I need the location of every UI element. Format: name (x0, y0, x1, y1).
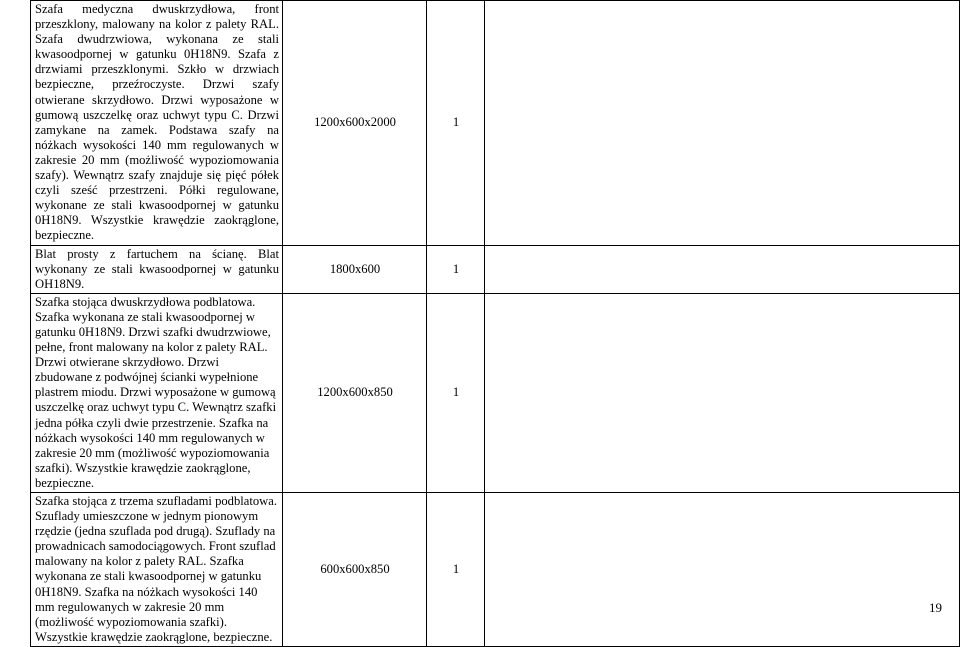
description-cell (31, 1, 283, 246)
specification-table (30, 0, 960, 647)
dimensions-cell: 600x600x850 (283, 493, 427, 647)
table-row (31, 1, 960, 246)
quantity-cell: 1 (427, 245, 485, 293)
quantity-cell: 1 (427, 493, 485, 647)
table-row (31, 293, 960, 492)
description-cell (31, 493, 283, 647)
item-description: Szafka stojąca z trzema szufladami podblatowa. Szuflady umieszczone w jednym pionowym rzędzie (jedna szuflada pod drugą). Szuflady na prowadnicach samodociągowych. Front szuflad malowany na kolor z palety RAL. Szafka wykonana ze stali kwasoodpornej w gatunku 0H18N9. Szafka na nóżkach wysokości 140 mm regulowanych w zakresie 20 mm (możliwość wypoziomowania szafki). Wszystkie krawędzie zaokrąglone, bezpieczne. (35, 494, 277, 644)
dimensions-cell: 1200x600x2000 (283, 1, 427, 246)
item-description: Szafka stojąca dwuskrzydłowa podblatowa. Szafka wykonana ze stali kwasoodpornej w gatunku 0H18N9. Drzwi szafki dwudrzwiowe, pełne, front malowany na kolor z palety RAL. Drzwi otwierane skrzydłowo. Drzwi zbudowane z podwójnej ścianki wypełnione plastrem miodu. Drzwi wyposażone w gumową uszczelkę oraz uchwyt typu C. Wewnątrz szafki jedna półka czyli dwie przestrzenie. Szafka na nóżkach wysokości 140 mm regulowanych w zakresie 20 mm (możliwość wypoziomowania szafki). Wszystkie krawędzie zaokrąglone, bezpieczne. (35, 294, 277, 490)
empty-cell (485, 493, 960, 647)
empty-cell (485, 293, 960, 492)
page-number: 19 (929, 600, 942, 615)
item-description: Szafa medyczna dwuskrzydłowa, front przeszklony, malowany na kolor z palety RAL. Szafa dwudrzwiowa, wykonana ze stali kwasoodpornej w gatunku 0H18N9. Szafa z drzwiami przeszklonymi. Szkło w drzwiach bezpieczne, przeźroczyste. Drzwi szafy otwierane skrzydłowo. Drzwi wyposażone w gumową uszczelkę oraz uchwyt typu C. Drzwi zamykane na zamek. Podstawa szafy na nóżkach wysokości 140 mm regulowanych w zakresie 20 mm (możliwość wypoziomowania szafy). Wewnątrz szafy znajduje się pięć półek czyli sześć przestrzeni. Półki regulowane, wykonane ze stali kwasoodpornej w gatunku 0H18N9. Wszystkie krawędzie zaokrąglone, bezpieczne. (35, 2, 279, 243)
table-row (31, 245, 960, 293)
description-cell (31, 293, 283, 492)
description-cell (31, 245, 283, 293)
dimensions-cell: 1200x600x850 (283, 293, 427, 492)
quantity-cell: 1 (427, 1, 485, 246)
empty-cell (485, 245, 960, 293)
table-row (31, 493, 960, 647)
quantity-cell: 1 (427, 293, 485, 492)
item-description: Blat prosty z fartuchem na ścianę. Blat wykonany ze stali kwasoodpornej w gatunku OH18N9. (35, 246, 279, 291)
dimensions-cell: 1800x600 (283, 245, 427, 293)
empty-cell (485, 1, 960, 246)
